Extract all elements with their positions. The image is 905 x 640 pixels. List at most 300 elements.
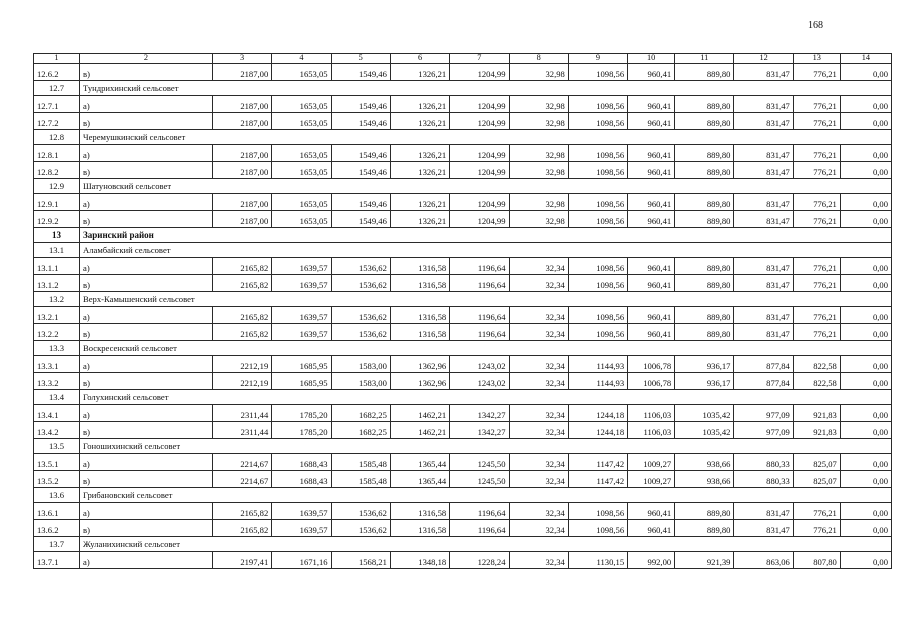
value-cell: 776,21 xyxy=(793,211,840,228)
value-cell: 1536,62 xyxy=(331,324,390,341)
value-cell: 1326,21 xyxy=(390,64,449,81)
value-cell: 1653,05 xyxy=(272,162,331,179)
value-cell: 1098,56 xyxy=(568,162,627,179)
value-cell: 1326,21 xyxy=(390,113,449,130)
table-row xyxy=(34,258,892,275)
value-cell: 877,84 xyxy=(734,373,793,390)
value-cell: 960,41 xyxy=(628,275,675,292)
value-cell: 863,06 xyxy=(734,552,793,569)
value-cell: 2214,67 xyxy=(212,454,271,471)
value-cell: 0,00 xyxy=(840,145,891,162)
value-cell: 1639,57 xyxy=(272,258,331,275)
row-code: 13.3 xyxy=(34,341,80,356)
value-cell: 960,41 xyxy=(628,113,675,130)
value-cell: 831,47 xyxy=(734,162,793,179)
value-cell: 32,34 xyxy=(509,422,568,439)
value-cell: 960,41 xyxy=(628,324,675,341)
row-code: 13.6.1 xyxy=(34,503,80,520)
row-code: 13.3.1 xyxy=(34,356,80,373)
row-code: 13.2.1 xyxy=(34,307,80,324)
value-cell: 1316,58 xyxy=(390,503,449,520)
value-cell: 1147,42 xyxy=(568,471,627,488)
row-label: а) xyxy=(80,552,213,569)
value-cell: 0,00 xyxy=(840,552,891,569)
table-row xyxy=(34,454,892,471)
value-cell: 2187,00 xyxy=(212,194,271,211)
column-header: 12 xyxy=(734,54,793,64)
table-row xyxy=(34,96,892,113)
value-cell: 1006,78 xyxy=(628,373,675,390)
row-heading: Жуланихинский сельсовет xyxy=(80,537,892,552)
value-cell: 1549,46 xyxy=(331,64,390,81)
value-cell: 1098,56 xyxy=(568,145,627,162)
value-cell: 0,00 xyxy=(840,64,891,81)
value-cell: 0,00 xyxy=(840,373,891,390)
value-cell: 2214,67 xyxy=(212,471,271,488)
value-cell: 889,80 xyxy=(675,520,734,537)
value-cell: 776,21 xyxy=(793,324,840,341)
value-cell: 936,17 xyxy=(675,356,734,373)
row-label: а) xyxy=(80,503,213,520)
row-code: 13.1 xyxy=(34,243,80,258)
value-cell: 32,98 xyxy=(509,194,568,211)
row-code: 13.1.1 xyxy=(34,258,80,275)
value-cell: 0,00 xyxy=(840,324,891,341)
value-cell: 831,47 xyxy=(734,503,793,520)
row-code: 13.2.2 xyxy=(34,324,80,341)
value-cell: 0,00 xyxy=(840,275,891,292)
table-row xyxy=(34,275,892,292)
table-row xyxy=(34,356,892,373)
value-cell: 1365,44 xyxy=(390,454,449,471)
row-code: 13.5.1 xyxy=(34,454,80,471)
value-cell: 1653,05 xyxy=(272,194,331,211)
value-cell: 960,41 xyxy=(628,520,675,537)
value-cell: 1204,99 xyxy=(450,96,509,113)
value-cell: 1035,42 xyxy=(675,422,734,439)
value-cell: 0,00 xyxy=(840,356,891,373)
table-row xyxy=(34,503,892,520)
value-cell: 831,47 xyxy=(734,194,793,211)
row-label: в) xyxy=(80,275,213,292)
column-header: 10 xyxy=(628,54,675,64)
value-cell: 2165,82 xyxy=(212,275,271,292)
row-label: в) xyxy=(80,324,213,341)
value-cell: 776,21 xyxy=(793,194,840,211)
value-cell: 2212,19 xyxy=(212,356,271,373)
value-cell: 1098,56 xyxy=(568,324,627,341)
column-header: 4 xyxy=(272,54,331,64)
row-code: 13.5.2 xyxy=(34,471,80,488)
value-cell: 889,80 xyxy=(675,113,734,130)
value-cell: 831,47 xyxy=(734,275,793,292)
row-code: 13.2 xyxy=(34,292,80,307)
value-cell: 992,00 xyxy=(628,552,675,569)
value-cell: 1106,03 xyxy=(628,405,675,422)
value-cell: 32,34 xyxy=(509,454,568,471)
row-heading: Голухинский сельсовет xyxy=(80,390,892,405)
value-cell: 0,00 xyxy=(840,307,891,324)
row-code: 12.9.2 xyxy=(34,211,80,228)
row-label: а) xyxy=(80,258,213,275)
value-cell: 831,47 xyxy=(734,324,793,341)
value-cell: 1549,46 xyxy=(331,113,390,130)
value-cell: 1326,21 xyxy=(390,211,449,228)
value-cell: 960,41 xyxy=(628,194,675,211)
row-label: а) xyxy=(80,96,213,113)
value-cell: 0,00 xyxy=(840,96,891,113)
value-cell: 889,80 xyxy=(675,324,734,341)
value-cell: 1549,46 xyxy=(331,194,390,211)
value-cell: 825,07 xyxy=(793,454,840,471)
row-code: 12.8.2 xyxy=(34,162,80,179)
value-cell: 1244,18 xyxy=(568,405,627,422)
value-cell: 1196,64 xyxy=(450,324,509,341)
value-cell: 1549,46 xyxy=(331,162,390,179)
value-cell: 2197,41 xyxy=(212,552,271,569)
table-row xyxy=(34,194,892,211)
value-cell: 831,47 xyxy=(734,211,793,228)
value-cell: 1316,58 xyxy=(390,307,449,324)
value-cell: 831,47 xyxy=(734,307,793,324)
value-cell: 1536,62 xyxy=(331,258,390,275)
value-cell: 1098,56 xyxy=(568,520,627,537)
value-cell: 1204,99 xyxy=(450,64,509,81)
value-cell: 1639,57 xyxy=(272,520,331,537)
value-cell: 889,80 xyxy=(675,211,734,228)
row-code: 13.1.2 xyxy=(34,275,80,292)
council-heading-row xyxy=(34,439,892,454)
value-cell: 1106,03 xyxy=(628,422,675,439)
value-cell: 0,00 xyxy=(840,520,891,537)
value-cell: 1685,95 xyxy=(272,356,331,373)
value-cell: 889,80 xyxy=(675,503,734,520)
value-cell: 2187,00 xyxy=(212,113,271,130)
row-code: 13.4.2 xyxy=(34,422,80,439)
value-cell: 1536,62 xyxy=(331,307,390,324)
council-heading-row xyxy=(34,537,892,552)
row-label: в) xyxy=(80,211,213,228)
value-cell: 1130,15 xyxy=(568,552,627,569)
row-label: а) xyxy=(80,454,213,471)
value-cell: 1585,48 xyxy=(331,471,390,488)
value-cell: 2187,00 xyxy=(212,145,271,162)
value-cell: 1204,99 xyxy=(450,162,509,179)
table-row xyxy=(34,373,892,390)
value-cell: 921,83 xyxy=(793,405,840,422)
value-cell: 2187,00 xyxy=(212,64,271,81)
value-cell: 776,21 xyxy=(793,307,840,324)
value-cell: 1196,64 xyxy=(450,307,509,324)
value-cell: 977,09 xyxy=(734,422,793,439)
row-heading: Верх-Камышенский сельсовет xyxy=(80,292,892,307)
value-cell: 2187,00 xyxy=(212,211,271,228)
value-cell: 32,34 xyxy=(509,405,568,422)
value-cell: 1688,43 xyxy=(272,471,331,488)
value-cell: 2165,82 xyxy=(212,258,271,275)
value-cell: 1144,93 xyxy=(568,356,627,373)
value-cell: 831,47 xyxy=(734,258,793,275)
row-label: а) xyxy=(80,145,213,162)
value-cell: 1685,95 xyxy=(272,373,331,390)
value-cell: 825,07 xyxy=(793,471,840,488)
value-cell: 1196,64 xyxy=(450,275,509,292)
value-cell: 776,21 xyxy=(793,503,840,520)
value-cell: 0,00 xyxy=(840,162,891,179)
value-cell: 32,98 xyxy=(509,162,568,179)
row-heading: Тундрихинский сельсовет xyxy=(80,81,892,96)
row-label: а) xyxy=(80,356,213,373)
column-header: 7 xyxy=(450,54,509,64)
value-cell: 1536,62 xyxy=(331,503,390,520)
value-cell: 889,80 xyxy=(675,64,734,81)
value-cell: 1653,05 xyxy=(272,96,331,113)
row-code: 13.7.1 xyxy=(34,552,80,569)
row-heading: Аламбайский сельсовет xyxy=(80,243,892,258)
table-body xyxy=(34,54,892,569)
value-cell: 32,98 xyxy=(509,145,568,162)
value-cell: 1204,99 xyxy=(450,113,509,130)
row-label: в) xyxy=(80,373,213,390)
council-heading-row xyxy=(34,243,892,258)
value-cell: 1098,56 xyxy=(568,64,627,81)
table-row xyxy=(34,307,892,324)
table-row xyxy=(34,471,892,488)
row-code: 13 xyxy=(34,228,80,243)
value-cell: 32,98 xyxy=(509,211,568,228)
value-cell: 1639,57 xyxy=(272,275,331,292)
value-cell: 1653,05 xyxy=(272,211,331,228)
value-cell: 776,21 xyxy=(793,145,840,162)
council-heading-row xyxy=(34,390,892,405)
value-cell: 1147,42 xyxy=(568,454,627,471)
value-cell: 1326,21 xyxy=(390,162,449,179)
row-heading: Грибановский сельсовет xyxy=(80,488,892,503)
value-cell: 938,66 xyxy=(675,454,734,471)
value-cell: 1549,46 xyxy=(331,96,390,113)
column-header: 11 xyxy=(675,54,734,64)
value-cell: 1362,96 xyxy=(390,373,449,390)
value-cell: 32,34 xyxy=(509,356,568,373)
value-cell: 1196,64 xyxy=(450,520,509,537)
value-cell: 0,00 xyxy=(840,405,891,422)
value-cell: 1196,64 xyxy=(450,258,509,275)
value-cell: 1653,05 xyxy=(272,113,331,130)
row-label: в) xyxy=(80,422,213,439)
value-cell: 1316,58 xyxy=(390,520,449,537)
value-cell: 889,80 xyxy=(675,96,734,113)
value-cell: 776,21 xyxy=(793,113,840,130)
value-cell: 1462,21 xyxy=(390,405,449,422)
council-heading-row xyxy=(34,488,892,503)
value-cell: 2165,82 xyxy=(212,324,271,341)
value-cell: 1098,56 xyxy=(568,113,627,130)
value-cell: 960,41 xyxy=(628,145,675,162)
value-cell: 1144,93 xyxy=(568,373,627,390)
table-row xyxy=(34,520,892,537)
row-code: 12.6.2 xyxy=(34,64,80,81)
value-cell: 2187,00 xyxy=(212,96,271,113)
row-label: а) xyxy=(80,405,213,422)
value-cell: 960,41 xyxy=(628,307,675,324)
value-cell: 1585,48 xyxy=(331,454,390,471)
value-cell: 1536,62 xyxy=(331,275,390,292)
value-cell: 1009,27 xyxy=(628,471,675,488)
value-cell: 1244,18 xyxy=(568,422,627,439)
value-cell: 2165,82 xyxy=(212,307,271,324)
value-cell: 921,83 xyxy=(793,422,840,439)
value-cell: 1098,56 xyxy=(568,211,627,228)
row-code: 12.7 xyxy=(34,81,80,96)
row-heading: Шатуновский сельсовет xyxy=(80,179,892,194)
value-cell: 32,34 xyxy=(509,324,568,341)
value-cell: 1243,02 xyxy=(450,373,509,390)
row-label: в) xyxy=(80,471,213,488)
value-cell: 889,80 xyxy=(675,145,734,162)
value-cell: 0,00 xyxy=(840,258,891,275)
value-cell: 776,21 xyxy=(793,275,840,292)
row-code: 13.4 xyxy=(34,390,80,405)
value-cell: 938,66 xyxy=(675,471,734,488)
value-cell: 1348,18 xyxy=(390,552,449,569)
row-heading: Заринский район xyxy=(80,228,892,243)
table-row xyxy=(34,113,892,130)
council-heading-row xyxy=(34,341,892,356)
value-cell: 2187,00 xyxy=(212,162,271,179)
value-cell: 776,21 xyxy=(793,64,840,81)
value-cell: 2212,19 xyxy=(212,373,271,390)
value-cell: 0,00 xyxy=(840,113,891,130)
value-cell: 960,41 xyxy=(628,503,675,520)
value-cell: 32,34 xyxy=(509,471,568,488)
value-cell: 32,34 xyxy=(509,307,568,324)
value-cell: 1316,58 xyxy=(390,324,449,341)
value-cell: 1098,56 xyxy=(568,503,627,520)
value-cell: 1342,27 xyxy=(450,422,509,439)
table-row xyxy=(34,162,892,179)
value-cell: 1639,57 xyxy=(272,307,331,324)
value-cell: 880,33 xyxy=(734,454,793,471)
value-cell: 1549,46 xyxy=(331,145,390,162)
value-cell: 960,41 xyxy=(628,258,675,275)
row-heading: Гоношихинский сельсовет xyxy=(80,439,892,454)
value-cell: 1204,99 xyxy=(450,145,509,162)
value-cell: 1639,57 xyxy=(272,503,331,520)
value-cell: 32,34 xyxy=(509,520,568,537)
value-cell: 1785,20 xyxy=(272,405,331,422)
value-cell: 831,47 xyxy=(734,520,793,537)
value-cell: 32,34 xyxy=(509,275,568,292)
district-heading-row xyxy=(34,228,892,243)
value-cell: 822,58 xyxy=(793,356,840,373)
value-cell: 1682,25 xyxy=(331,422,390,439)
value-cell: 1362,96 xyxy=(390,356,449,373)
value-cell: 1316,58 xyxy=(390,275,449,292)
table-row xyxy=(34,405,892,422)
value-cell: 1342,27 xyxy=(450,405,509,422)
value-cell: 1583,00 xyxy=(331,373,390,390)
value-cell: 2165,82 xyxy=(212,520,271,537)
value-cell: 1785,20 xyxy=(272,422,331,439)
value-cell: 831,47 xyxy=(734,113,793,130)
column-header: 13 xyxy=(793,54,840,64)
value-cell: 1196,64 xyxy=(450,503,509,520)
value-cell: 1688,43 xyxy=(272,454,331,471)
council-heading-row xyxy=(34,130,892,145)
value-cell: 776,21 xyxy=(793,520,840,537)
value-cell: 1671,16 xyxy=(272,552,331,569)
value-cell: 1098,56 xyxy=(568,96,627,113)
value-cell: 1639,57 xyxy=(272,324,331,341)
value-cell: 889,80 xyxy=(675,194,734,211)
value-cell: 2165,82 xyxy=(212,503,271,520)
value-cell: 1462,21 xyxy=(390,422,449,439)
value-cell: 32,34 xyxy=(509,258,568,275)
value-cell: 889,80 xyxy=(675,162,734,179)
column-header: 14 xyxy=(840,54,891,64)
column-header: 8 xyxy=(509,54,568,64)
value-cell: 936,17 xyxy=(675,373,734,390)
value-cell: 877,84 xyxy=(734,356,793,373)
value-cell: 960,41 xyxy=(628,96,675,113)
value-cell: 1682,25 xyxy=(331,405,390,422)
value-cell: 1536,62 xyxy=(331,520,390,537)
value-cell: 32,34 xyxy=(509,503,568,520)
value-cell: 0,00 xyxy=(840,503,891,520)
row-code: 12.9 xyxy=(34,179,80,194)
value-cell: 1245,50 xyxy=(450,454,509,471)
row-label: в) xyxy=(80,64,213,81)
value-cell: 831,47 xyxy=(734,96,793,113)
value-cell: 880,33 xyxy=(734,471,793,488)
value-cell: 960,41 xyxy=(628,162,675,179)
row-code: 13.6.2 xyxy=(34,520,80,537)
row-code: 13.6 xyxy=(34,488,80,503)
value-cell: 977,09 xyxy=(734,405,793,422)
column-header: 2 xyxy=(80,54,213,64)
row-heading: Черемушкинский сельсовет xyxy=(80,130,892,145)
column-number-row xyxy=(34,54,892,64)
value-cell: 1583,00 xyxy=(331,356,390,373)
council-heading-row xyxy=(34,292,892,307)
column-header: 5 xyxy=(331,54,390,64)
row-code: 13.7 xyxy=(34,537,80,552)
value-cell: 2311,44 xyxy=(212,422,271,439)
row-code: 12.9.1 xyxy=(34,194,80,211)
value-cell: 889,80 xyxy=(675,258,734,275)
value-cell: 0,00 xyxy=(840,454,891,471)
value-cell: 1326,21 xyxy=(390,96,449,113)
value-cell: 889,80 xyxy=(675,275,734,292)
table-row xyxy=(34,145,892,162)
value-cell: 1098,56 xyxy=(568,307,627,324)
value-cell: 1316,58 xyxy=(390,258,449,275)
value-cell: 1326,21 xyxy=(390,145,449,162)
row-code: 13.3.2 xyxy=(34,373,80,390)
value-cell: 1653,05 xyxy=(272,145,331,162)
value-cell: 0,00 xyxy=(840,422,891,439)
row-code: 12.8.1 xyxy=(34,145,80,162)
table-row xyxy=(34,211,892,228)
row-code: 13.4.1 xyxy=(34,405,80,422)
row-label: в) xyxy=(80,113,213,130)
value-cell: 831,47 xyxy=(734,64,793,81)
value-cell: 32,34 xyxy=(509,552,568,569)
table-row xyxy=(34,324,892,341)
value-cell: 776,21 xyxy=(793,258,840,275)
council-heading-row xyxy=(34,81,892,96)
value-cell: 32,98 xyxy=(509,64,568,81)
